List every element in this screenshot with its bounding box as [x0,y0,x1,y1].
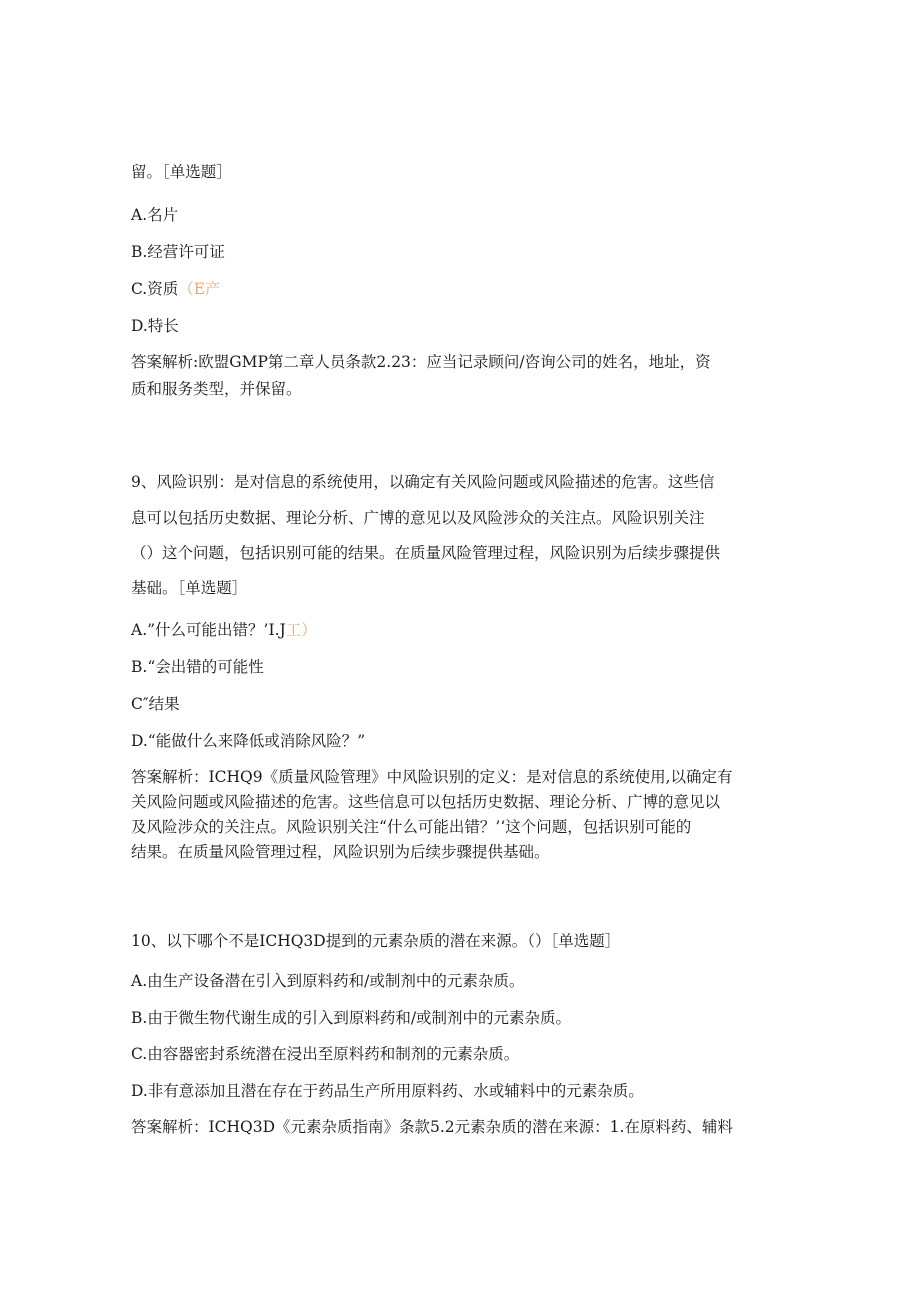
q9-stem-line-3: （）这个问题，包括识别可能的结果。在质量风险管理过程，风险识别为后续步骤提供 [131,544,721,562]
q9-stem-line-4: 基础。［单选题］ [131,579,248,597]
q9-explanation-line-3: 及风险涉众的关注点。风险识别关注“什么可能出错？’‘这个问题，包括识别可能的 [131,818,692,836]
q10-option-d[interactable]: D.非有意添加且潜在存在于药品生产所用原料药、水或辅料中的元素杂质。 [131,1082,644,1100]
q9-explanation-line-2: 关风险问题或风险描述的危害。这些信息可以包括历史数据、理论分析、广博的意见以 [131,793,721,811]
q9-explanation-line-1: 答案解析：ICHQ9《质量风险管理》中风险识别的定义：是对信息的系统使用,以确定有 [131,768,733,786]
q10-explanation-line-1: 答案解析：ICHQ3D《元素杂质指南》条款5.2元素杂质的潜在来源：1.在原料药、辅料 [131,1118,733,1136]
q9-option-a[interactable] [131,620,317,640]
q8-stem-tail: 留。［单选题］ [131,163,232,181]
q9-option-a-label: A.”什么可能出错？’I.J [131,621,286,639]
q9-stem-line-1: 9、风险识别：是对信息的系统使用，以确定有关风险问题或风险描述的危害。这些信 [131,473,715,491]
q8-option-c[interactable] [131,279,221,299]
q10-stem: 10、以下哪个不是ICHQ3D提到的元素杂质的潜在来源。（）［单选题］ [131,932,621,950]
q8-explanation-line-1: 答案解析:欧盟GMP第二章人员条款2.23：应当记录顾问/咨询公司的姓名，地址，资 [131,353,711,371]
q9-option-a-annotation: 工） [285,621,317,639]
q9-stem-line-2: 息可以包括历史数据、理论分析、广博的意见以及风险涉众的关注点。风险识别关注 [131,509,705,527]
q10-option-c[interactable]: C.由容器密封系统潜在浸出至原料药和制剂的元素杂质。 [131,1045,520,1063]
q8-option-a[interactable]: A.名片 [131,206,179,224]
q9-option-d[interactable]: D.“能做什么来降低或消除风险？” [131,732,366,750]
q10-option-a[interactable]: A.由生产设备潜在引入到原料药和/或制剂中的元素杂质。 [131,972,525,990]
q8-explanation-line-2: 质和服务类型，并保留。 [131,380,302,398]
q9-explanation-line-4: 结果。在质量风险管理过程，风险识别为后续步骤提供基础。 [131,843,550,861]
q8-option-b[interactable]: B.经营许可证 [131,243,225,261]
q8-option-c-label: C.资质 [131,280,179,298]
q9-option-b[interactable]: B.“会出错的可能性 [131,658,264,676]
q9-option-c[interactable]: C″结果 [131,695,180,713]
q8-option-c-annotation: （E产 [178,280,221,298]
q8-option-d[interactable]: D.特长 [131,317,179,335]
q10-option-b[interactable]: B.由于微生物代谢生成的引入到原料药和/或制剂中的元素杂质。 [131,1009,572,1027]
